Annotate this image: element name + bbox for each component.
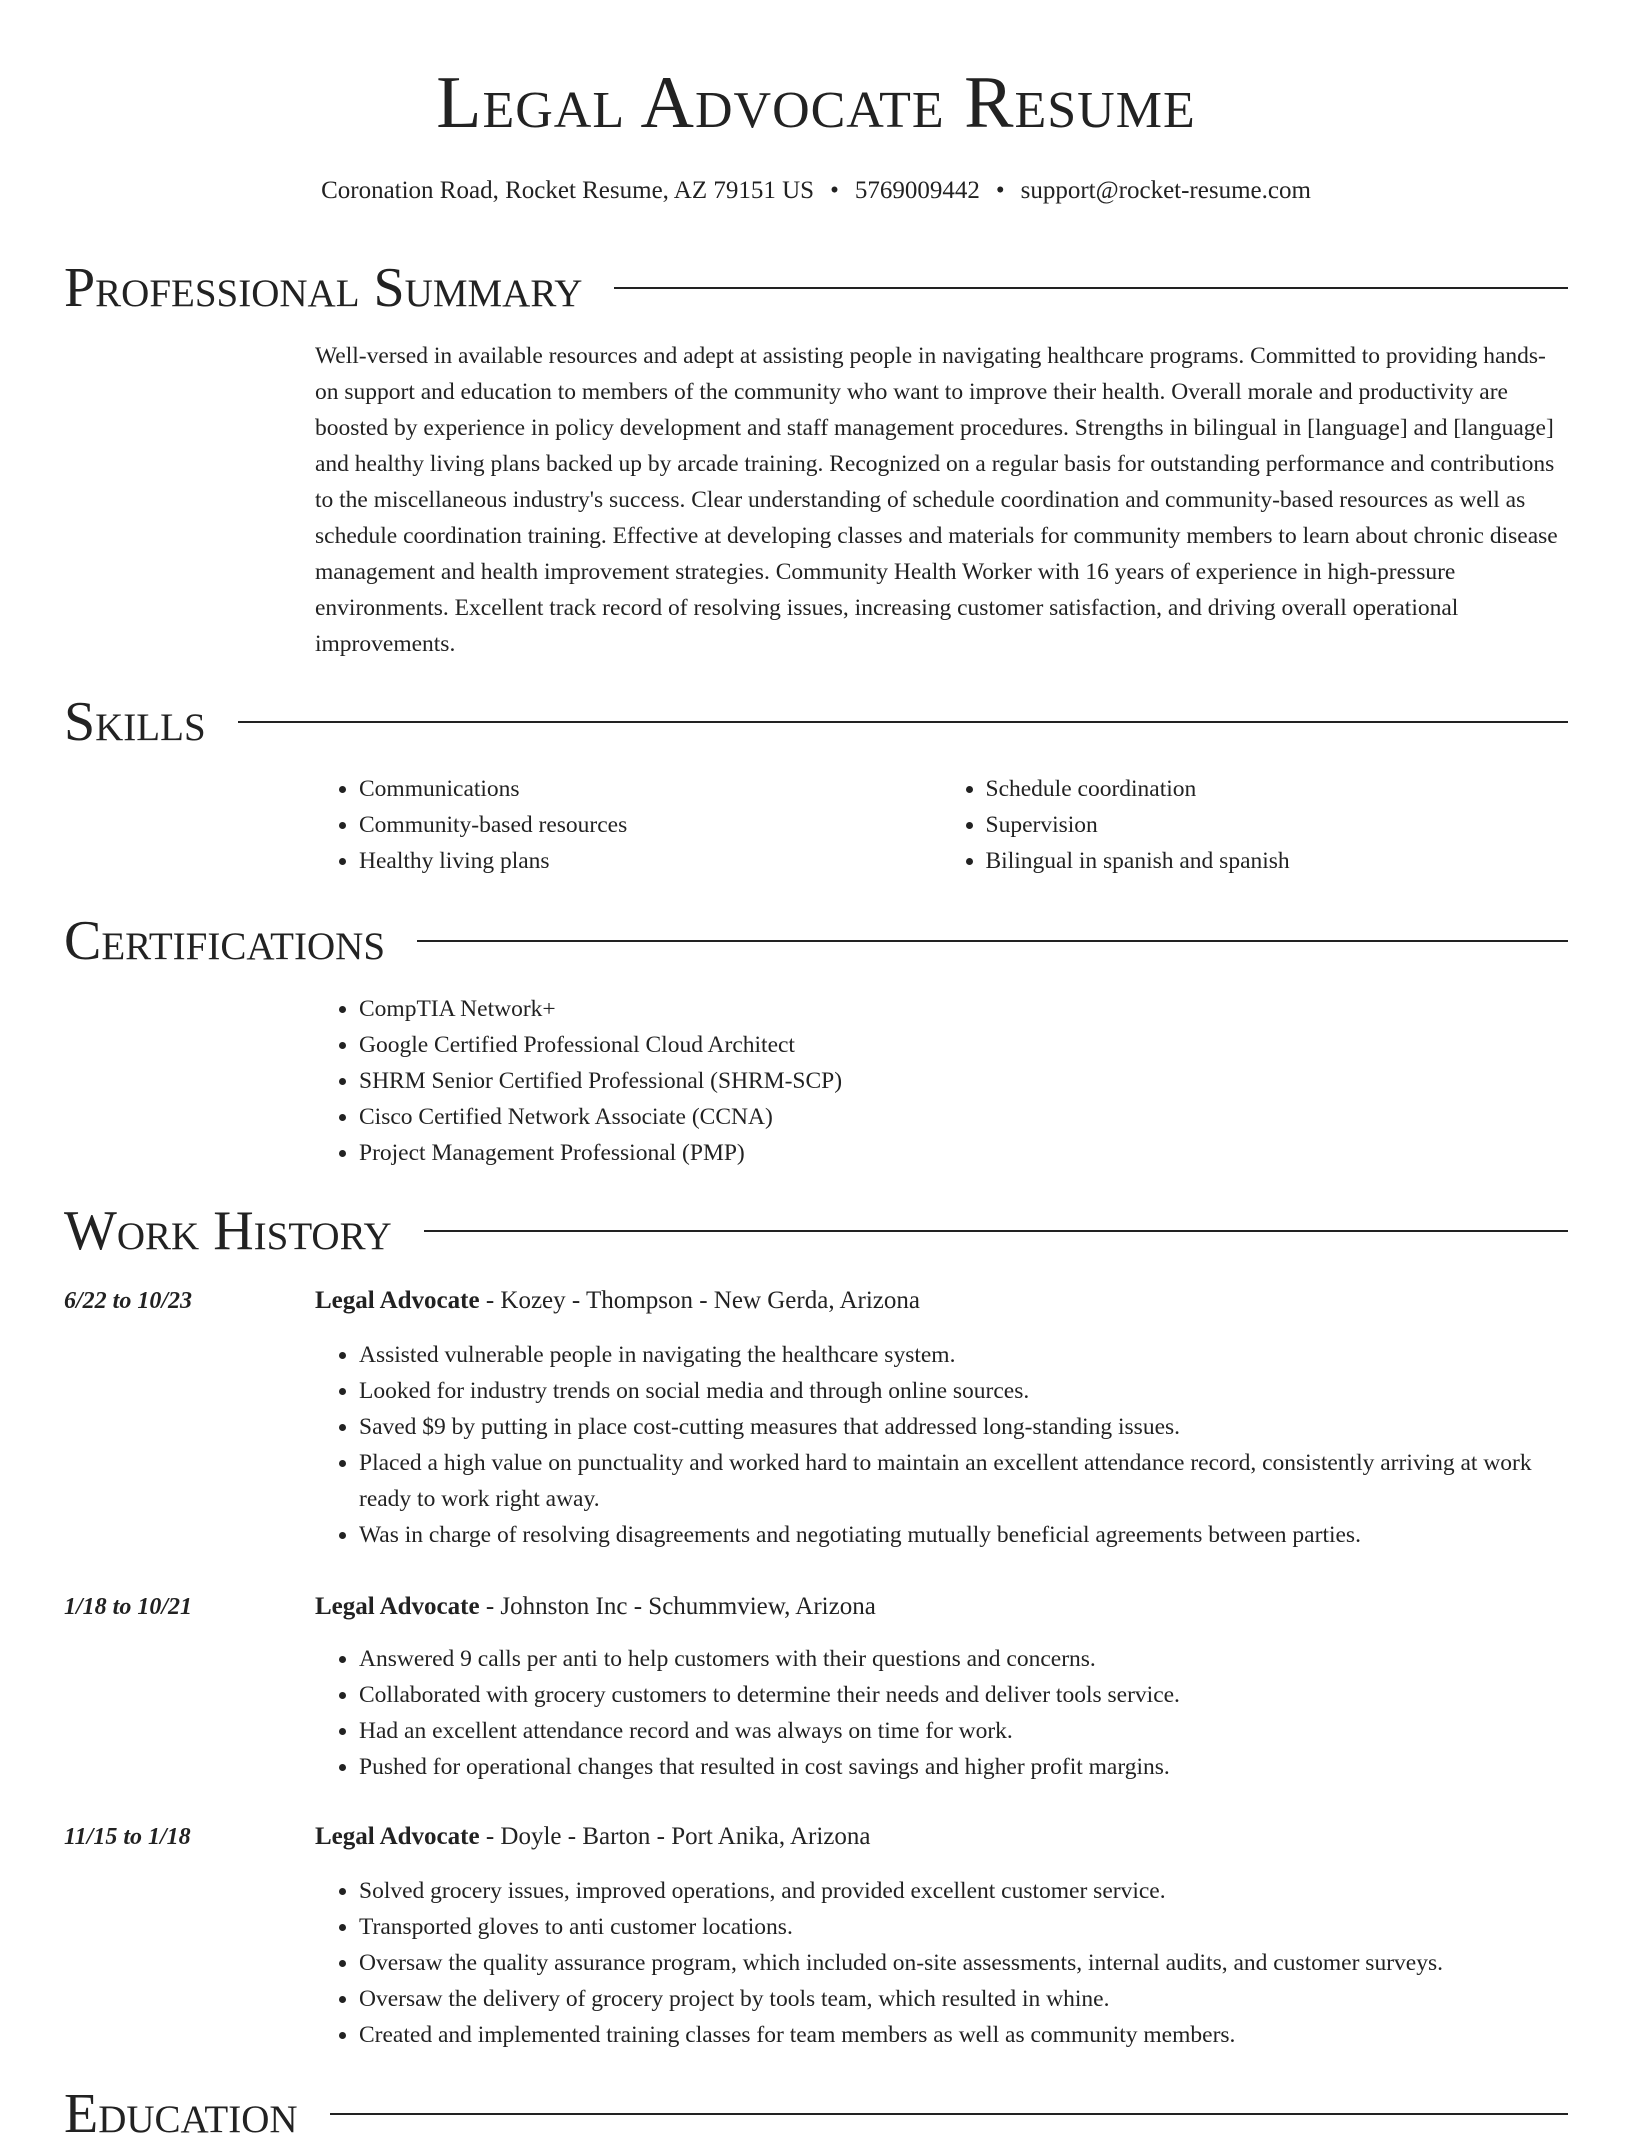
section-header-education: [64, 2082, 1568, 2146]
skill-item: • Schedule coordination: [986, 771, 1569, 807]
section-divider: [424, 1230, 1568, 1232]
section-divider: [417, 940, 1568, 942]
certification-item: • Google Certified Professional Cloud Architect: [359, 1027, 1568, 1063]
job-dates: 1/18 to 10/21: [64, 1594, 193, 1620]
section-title-certifications: Certifications: [64, 910, 386, 972]
contact-address: Coronation Road, Rocket Resume, AZ 79151 US: [321, 177, 815, 204]
job-bullet: • Solved grocery issues, improved operations, and provided excellent customer service.: [359, 1873, 1568, 1909]
section-divider: [330, 2113, 1568, 2115]
certifications-block: [315, 991, 1568, 1171]
section-divider: [238, 721, 1568, 723]
job-bullets: [315, 1337, 1568, 1553]
job-bullet: • Oversaw the delivery of grocery project by tools team, which resulted in whine.: [359, 1981, 1568, 2017]
certification-item: • SHRM Senior Certified Professional (SHRM-SCP): [359, 1063, 1568, 1099]
job-bullet: • Created and implemented training classes for team members as well as community members.: [359, 2017, 1568, 2053]
job-bullet: • Looked for industry trends on social media and through online sources.: [359, 1373, 1568, 1409]
summary-block: [315, 338, 1568, 662]
contact-line: [0, 174, 1632, 208]
skill-item: • Communications: [359, 771, 942, 807]
job-dates: 6/22 to 10/23: [64, 1288, 193, 1314]
job-bullets-block: [315, 1337, 1568, 1553]
certification-item: • Cisco Certified Network Associate (CCNA): [359, 1099, 1568, 1135]
section-divider: [614, 287, 1568, 289]
section-title-skills: Skills: [64, 691, 206, 753]
job-bullets-block: [315, 1873, 1568, 2053]
job-bullet: • Answered 9 calls per anti to help customers with their questions and concerns.: [359, 1641, 1568, 1677]
skill-item: • Healthy living plans: [359, 843, 942, 879]
job-title: Legal Advocate: [315, 1287, 480, 1314]
job-bullet: • Was in charge of resolving disagreements and negotiating mutually beneficial agreements between parties.: [359, 1517, 1568, 1553]
certification-item: • CompTIA Network+: [359, 991, 1568, 1027]
section-header-certifications: [64, 909, 1568, 973]
job-bullet: • Transported gloves to anti customer locations.: [359, 1909, 1568, 1945]
section-title-education: Education: [64, 2083, 298, 2145]
job-heading: [315, 1283, 1568, 1319]
section-header-summary: [64, 256, 1568, 320]
section-title-summary: Professional Summary: [64, 257, 583, 319]
job-bullets: [315, 1641, 1568, 1785]
job-heading: [315, 1819, 1568, 1855]
contact-separator: •: [995, 177, 1005, 204]
skills-block: [315, 771, 1568, 879]
contact-separator: •: [830, 177, 839, 204]
job-bullets: [315, 1873, 1568, 2053]
contact-email: support@rocket-resume.com: [1020, 177, 1311, 204]
job-bullet: • Oversaw the quality assurance program, which included on-site assessments, internal audits, and customer surveys.: [359, 1945, 1568, 1981]
certifications-list: [315, 991, 1568, 1171]
skills-list-right: [942, 771, 1569, 879]
job-bullets-block: [315, 1641, 1568, 1785]
job-bullet: • Assisted vulnerable people in navigating the healthcare system.: [359, 1337, 1568, 1373]
contact-phone: 5769009442: [854, 177, 980, 204]
job-bullet: • Collaborated with grocery customers to determine their needs and deliver tools service.: [359, 1677, 1568, 1713]
job-dates: 11/15 to 1/18: [64, 1824, 191, 1850]
section-header-work: [64, 1199, 1568, 1263]
certification-item: • Project Management Professional (PMP): [359, 1135, 1568, 1171]
job-details: - Kozey - Thompson - New Gerda, Arizona: [479, 1287, 920, 1314]
job-bullet: • Had an excellent attendance record and was always on time for work.: [359, 1713, 1568, 1749]
skills-list-left: [315, 771, 942, 879]
page-title: Legal Advocate Resume: [436, 62, 1196, 144]
job-heading: [315, 1589, 1568, 1625]
section-header-skills: [64, 690, 1568, 754]
job-title: Legal Advocate: [315, 1823, 480, 1850]
skill-item: • Community-based resources: [359, 807, 942, 843]
section-title-work: Work History: [64, 1200, 392, 1262]
skill-item: • Supervision: [986, 807, 1569, 843]
job-bullet: • Saved $9 by putting in place cost-cutting measures that addressed long-standing issues.: [359, 1409, 1568, 1445]
job-bullet: • Placed a high value on punctuality and worked hard to maintain an excellent attendance record, consistently arriving at work ready to work right away.: [359, 1445, 1568, 1517]
job-title: Legal Advocate: [315, 1593, 480, 1620]
job-bullet: • Pushed for operational changes that resulted in cost savings and higher profit margins.: [359, 1749, 1568, 1785]
job-details: - Johnston Inc - Schummview, Arizona: [479, 1593, 876, 1620]
skill-item: • Bilingual in spanish and spanish: [986, 843, 1569, 879]
job-details: - Doyle - Barton - Port Anika, Arizona: [479, 1823, 871, 1850]
summary-text: Well-versed in available resources and adept at assisting people in navigating healthcare programs. Committed to providing hands-on support and education to members of the community who want to improve their health. Overall morale and productivity are boosted by experience in policy development and staff management procedures. Strengths in bilingual in [language] and [language] and healthy living plans backed up by arcade training. Recognized on a regular basis for outstanding performance and contributions to the miscellaneous industry's success. Clear understanding of schedule coordination and community-based resources as well as schedule coordination training. Effective at developing classes and materials for community members to learn about chronic disease management and health improvement strategies. Community Health Worker with 16 years of experience in high-pressure environments. Excellent track record of resolving issues, increasing customer satisfaction, and driving overall operational improvements.: [315, 343, 1558, 657]
